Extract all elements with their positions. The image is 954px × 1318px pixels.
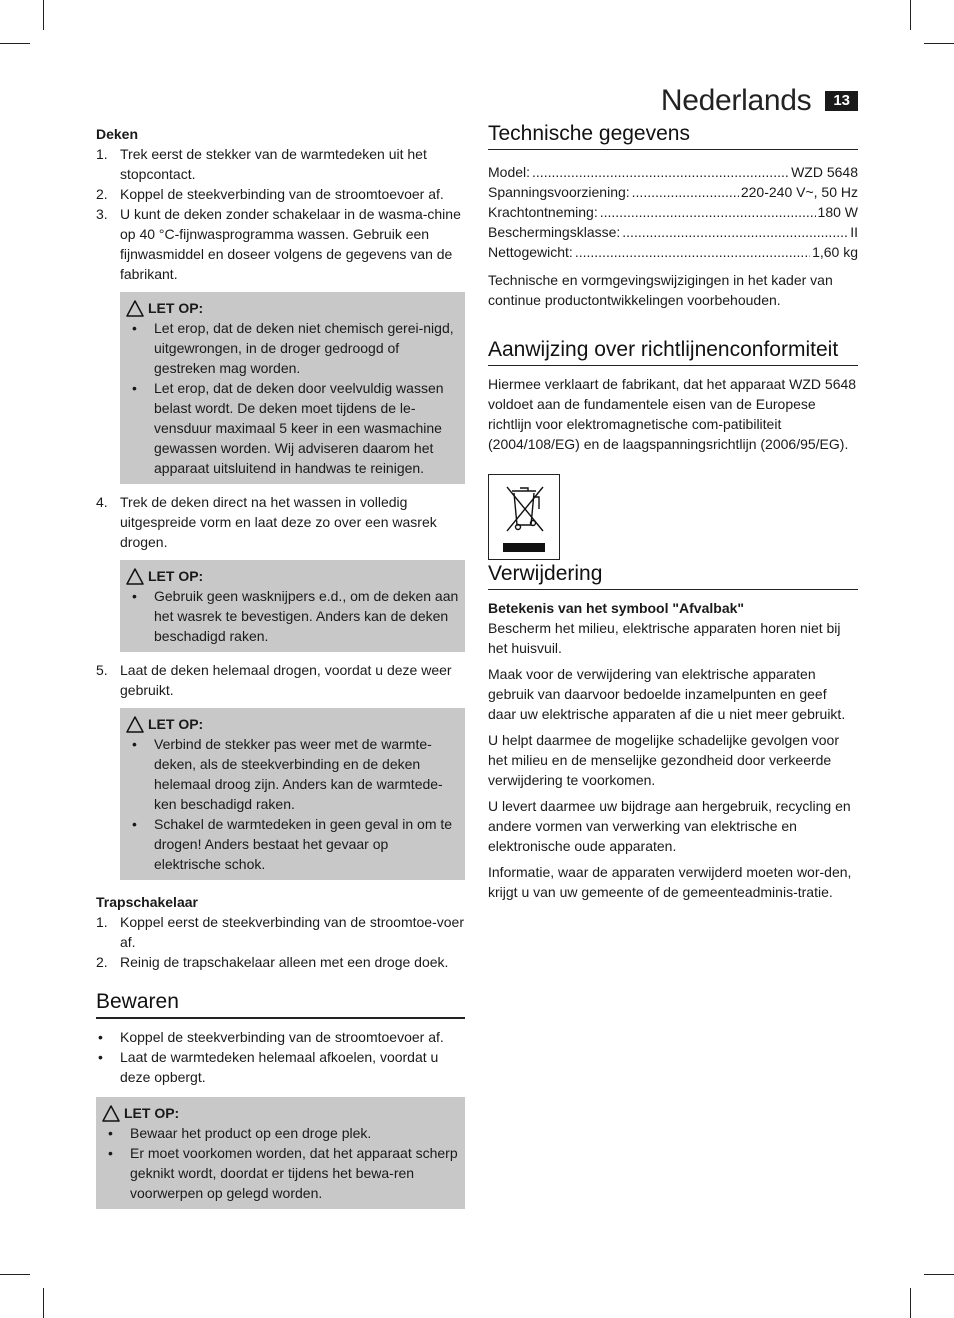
warning-box xyxy=(120,708,465,880)
symbol-heading: Betekenis van het symbool "Afvalbak" xyxy=(488,600,745,616)
right-column xyxy=(488,124,858,902)
conform-text: Hiermee verklaart de fabrikant, dat het apparaat WZD 5648 voldoet aan de fundamentele eisen van de Europese richtlijn voor elektromagnetische com-patibiliteit (2004/108/EG) en de laagspanningsrichtlijn (2006/95/EG). xyxy=(488,376,857,452)
warning-box xyxy=(96,1097,465,1209)
weee-bin-icon xyxy=(488,474,560,560)
warning-icon xyxy=(102,1105,120,1122)
crop-mark xyxy=(924,43,954,44)
list-item: • Let erop, dat de deken door veelvuldig wassen belast wordt. De deken moet tijdens de le-vensduur maximaal 5 keer in een wasmachine gewassen worden. Wij adviseren daarom het apparaat uitsluitend in handwas te reinigen. xyxy=(126,378,459,478)
spec-row: Model: ..... WZD 5648 xyxy=(488,162,858,182)
crop-mark xyxy=(924,1274,954,1275)
spec-row: Nettogewicht: ..... 1,60 kg xyxy=(488,242,858,262)
spec-list xyxy=(488,162,858,262)
warning-icon xyxy=(126,716,144,733)
spec-row: Beschermingsklasse: ..... II xyxy=(488,222,858,242)
tech-heading: Technische gegevens xyxy=(488,124,858,150)
list-item: • Laat de warmtedeken helemaal afkoelen, voordat u deze opbergt. xyxy=(96,1047,465,1087)
paragraph: Informatie, waar de apparaten verwijderd moeten wor-den, krijgt u van uw gemeente of de gemeenteadminis-tratie. xyxy=(488,864,852,900)
language-title: Nederlands xyxy=(660,84,812,117)
list-item: 1. Koppel eerst de steekverbinding van de stroomtoe-voer af. xyxy=(96,914,464,950)
warning-title: LET OP: xyxy=(148,716,204,732)
list-item: 2. Reinig de trapschakelaar alleen met een droge doek. xyxy=(96,954,449,970)
warning-title: LET OP: xyxy=(148,568,204,584)
page-header xyxy=(661,84,858,118)
warning-title: LET OP: xyxy=(148,300,204,316)
list-item: 2. Koppel de steekverbinding van de stroomtoevoer af. xyxy=(96,186,444,202)
list-item: 3. U kunt de deken zonder schakelaar in de wasma-chine op 40 °C-fijnwasprogramma wassen. Gebruik een fijnwasmiddel en doseer volgens de gegevens van de fabrikant. xyxy=(96,206,461,282)
crop-mark xyxy=(43,1288,44,1318)
warning-box xyxy=(120,560,465,652)
crop-mark xyxy=(910,1288,911,1318)
spec-row: Spanningsvoorziening: ..... 220-240 V~, 50 Hz xyxy=(488,182,858,202)
crop-mark xyxy=(43,0,44,30)
bewaren-heading: Bewaren xyxy=(96,992,465,1019)
list-item: 4. Trek de deken direct na het wassen in volledig uitgespreide vorm en laat deze zo over een wasrek drogen. xyxy=(96,494,437,550)
list-item: • Er moet voorkomen worden, dat het apparaat scherp geknikt wordt, doordat er tijdens het bewa-ren voorwerpen op gelegd worden. xyxy=(102,1143,459,1203)
warning-icon xyxy=(126,300,144,317)
crop-mark xyxy=(0,43,30,44)
trap-heading: Trapschakelaar xyxy=(96,894,198,910)
warning-box xyxy=(120,292,465,484)
deken-steps xyxy=(96,144,465,284)
list-item: • Bewaar het product op een droge plek. xyxy=(102,1123,459,1143)
disposal-heading: Verwijdering xyxy=(488,564,858,590)
list-item: • Gebruik geen wasknijpers e.d., om de deken aan het wasrek te bevestigen. Anders kan de deken beschadigd raken. xyxy=(126,586,459,646)
crop-mark xyxy=(0,1274,30,1275)
deken-heading: Deken xyxy=(96,126,139,142)
crop-mark xyxy=(910,0,911,30)
list-item: • Schakel de warmtedeken in geen geval in om te drogen! Anders bestaat het gevaar op elektrische schok. xyxy=(126,814,459,874)
tech-note: Technische en vormgevingswijzigingen in het kader van continue productontwikkelingen voorbehouden. xyxy=(488,272,833,308)
spec-row: Krachtontneming: ..... 180 W xyxy=(488,202,858,222)
paragraph: Bescherm het milieu, elektrische apparaten horen niet bij het huisvuil. xyxy=(488,620,841,656)
paragraph: Maak voor de verwijdering van elektrische apparaten gebruik van daarvoor bedoelde inzamelpunten en geef daar uw elektrische apparaten af die u niet meer gebruikt. xyxy=(488,666,846,722)
page-number: 13 xyxy=(825,91,858,111)
conform-heading: Aanwijzing over richtlijnenconformiteit xyxy=(488,340,858,366)
list-item: • Verbind de stekker pas weer met de warmte-deken, als de steekverbinding en de deken helemaal droog zijn. Anders kan de warmtede-ken beschadigd raken. xyxy=(126,734,459,814)
left-column xyxy=(96,124,465,1217)
paragraph: U levert daarmee uw bijdrage aan hergebruik, recycling en andere vormen van verwerking van elektrische en elektronische oude apparaten. xyxy=(488,798,851,854)
warning-title: LET OP: xyxy=(124,1105,180,1121)
list-item: 5. Laat de deken helemaal drogen, voordat u deze weer gebruikt. xyxy=(96,662,452,698)
warning-icon xyxy=(126,568,144,585)
list-item: 1. Trek eerst de stekker van de warmtedeken uit het stopcontact. xyxy=(96,146,427,182)
paragraph: U helpt daarmee de mogelijke schadelijke gevolgen voor het milieu en de menselijke gezondheid door verkeerde verwijdering te voorkomen. xyxy=(488,732,839,788)
list-item: • Koppel de steekverbinding van de stroomtoevoer af. xyxy=(96,1027,465,1047)
list-item: • Let erop, dat de deken niet chemisch gerei-nigd, uitgewrongen, in de droger gedroogd of gestreken mag worden. xyxy=(126,318,459,378)
